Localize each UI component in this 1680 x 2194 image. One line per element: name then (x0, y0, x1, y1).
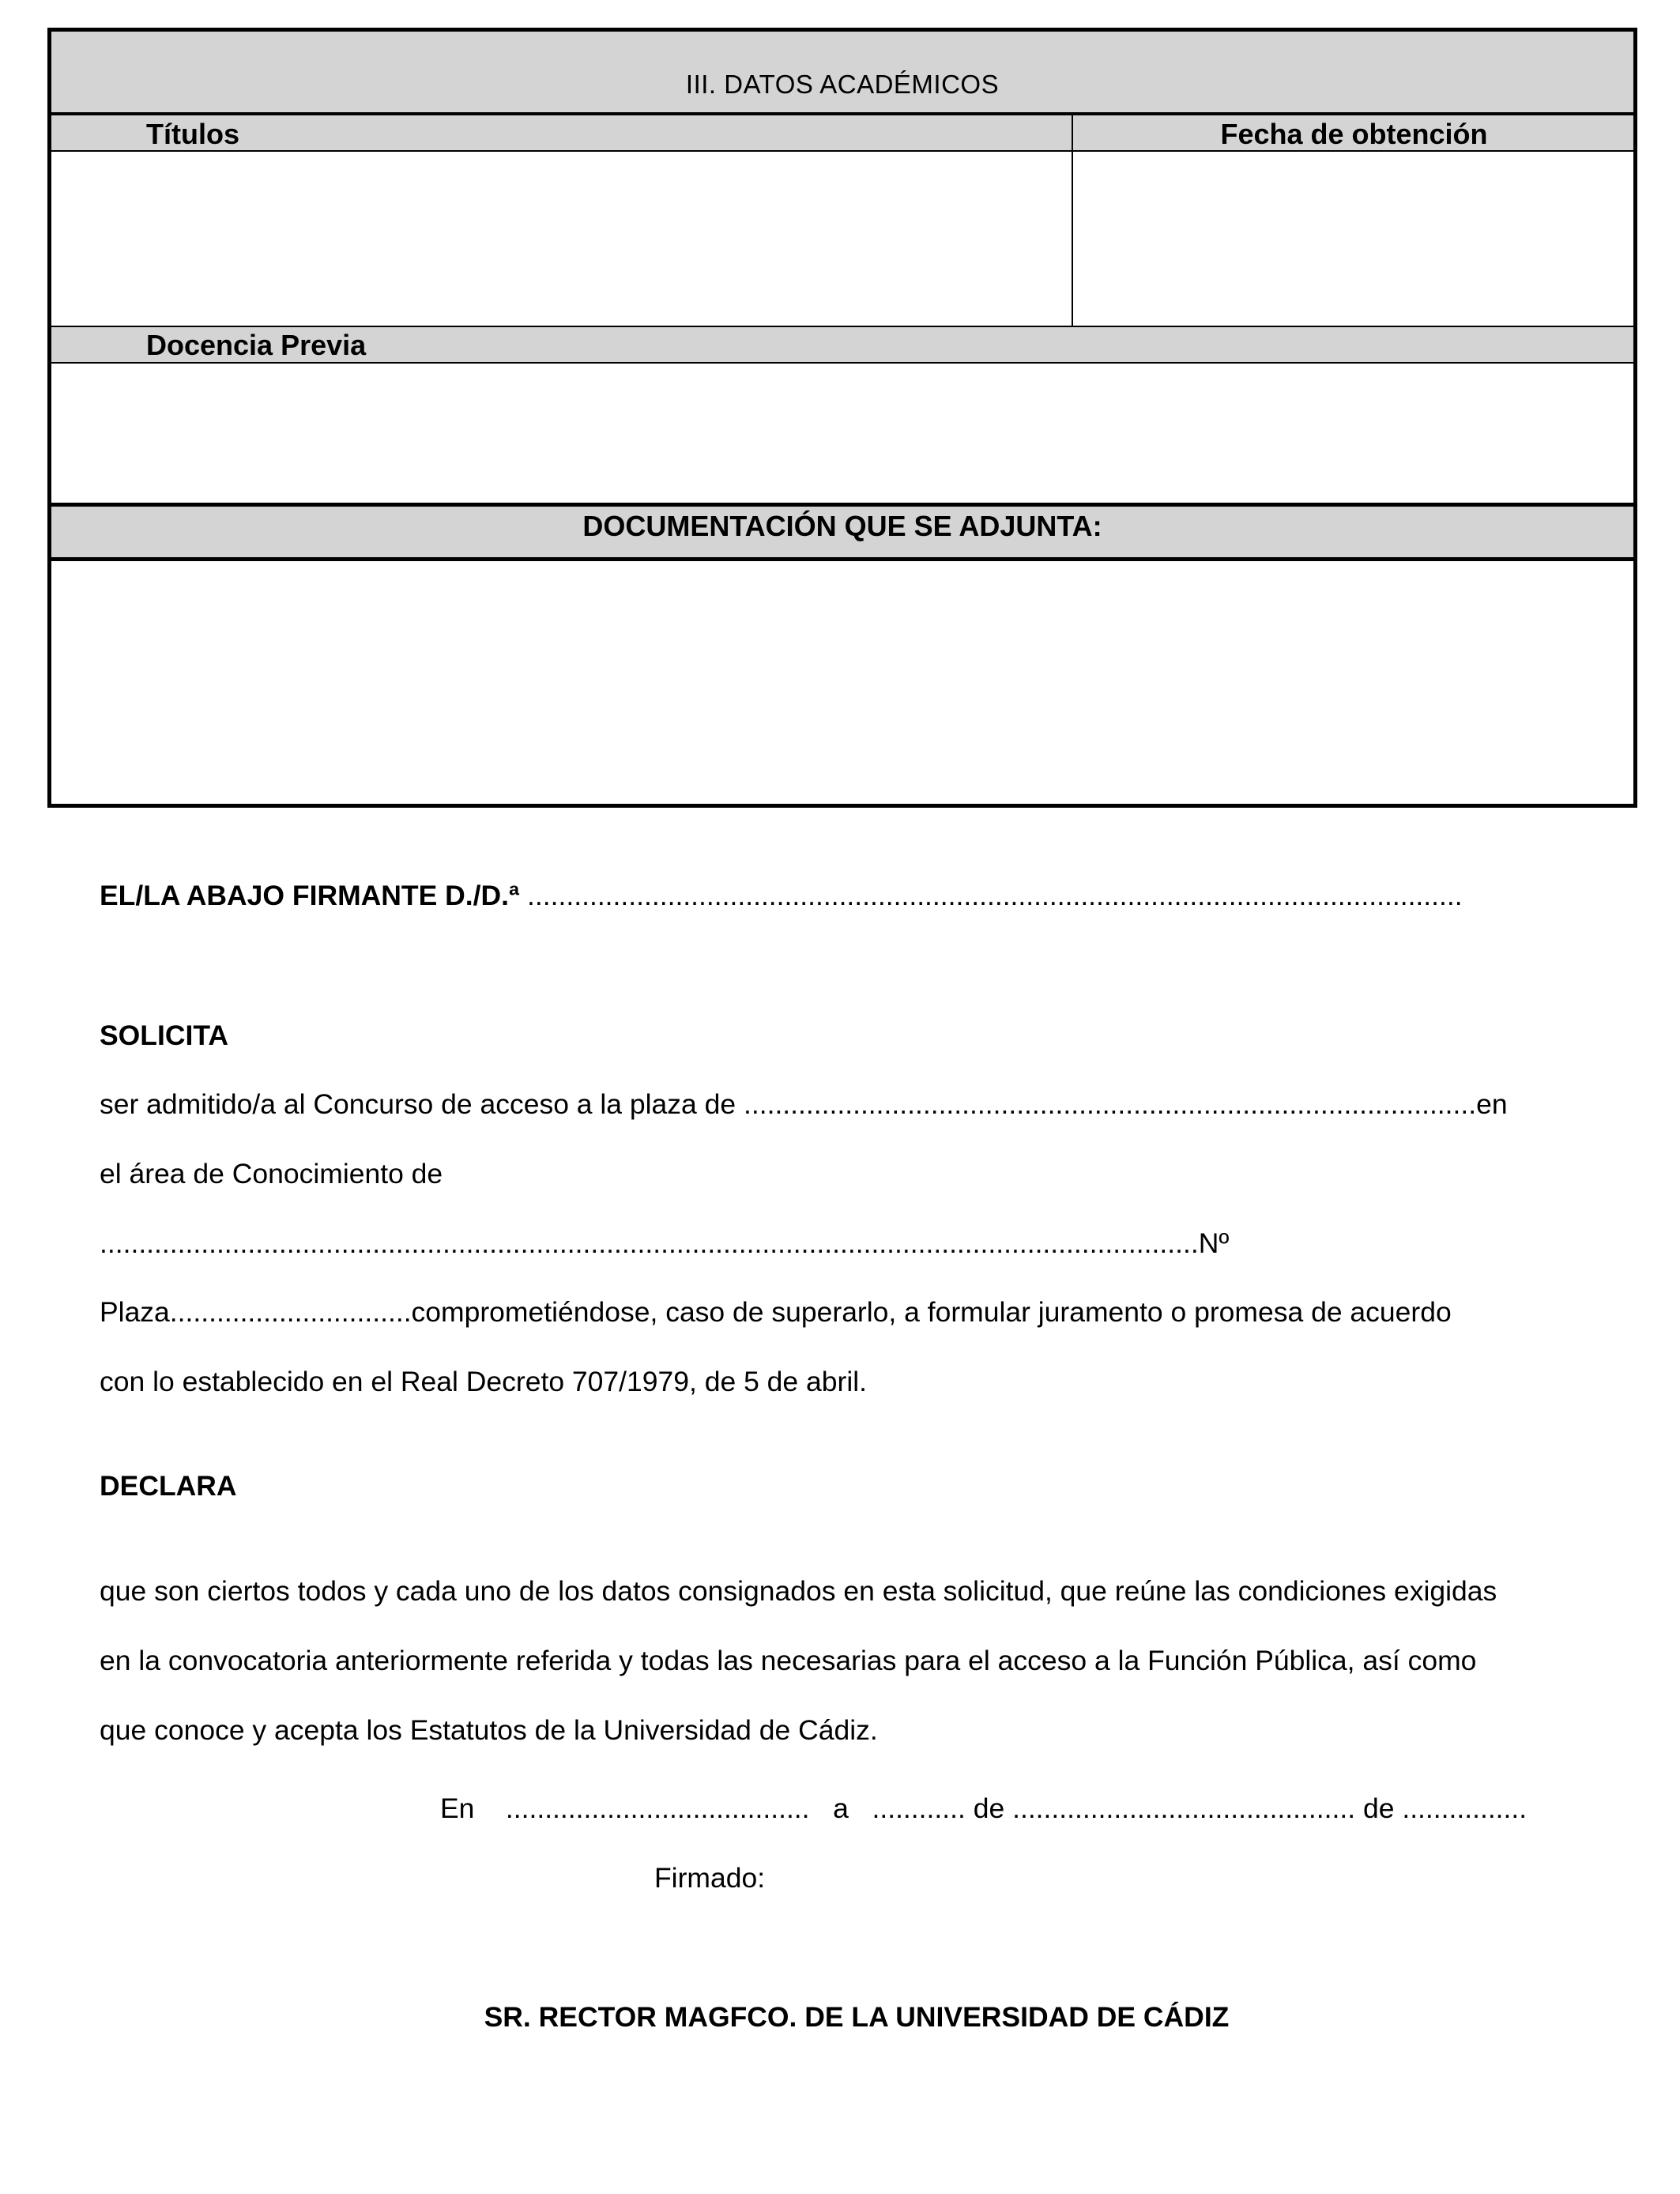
declara-line-3: que conoce y acepta los Estatutos de la Universidad de Cádiz. (100, 1714, 878, 1746)
section-header: III. DATOS ACADÉMICOS (685, 70, 1000, 99)
solicita-line-3: .............................................................................................................................................Nº (100, 1227, 1230, 1259)
solicita-heading: SOLICITA (100, 1020, 229, 1051)
mes-fill[interactable]: ............................................ (1012, 1793, 1356, 1824)
solicita-line-2: el área de Conocimiento de (100, 1158, 443, 1189)
declara-heading: DECLARA (100, 1470, 237, 1502)
documentacion-cell[interactable] (51, 561, 1633, 804)
documentacion-header: DOCUMENTACIÓN QUE SE ADJUNTA: (582, 510, 1102, 542)
solicita-line-1: ser admitido/a al Concurso de acceso a la plaza de ..............................................................................................en (100, 1088, 1508, 1120)
fecha-line (440, 1793, 1527, 1825)
declara-line-2: en la convocatoria anteriormente referida y todas las necesarias para el acceso a la Función Pública, así como (100, 1645, 1477, 1676)
titulos-cell[interactable] (51, 152, 1072, 326)
a-label: a (833, 1793, 849, 1824)
de-label-2: de (1362, 1793, 1395, 1824)
dia-fill[interactable]: ............ (872, 1793, 966, 1824)
lugar-fill[interactable]: ....................................... (505, 1793, 810, 1824)
firmado-label: Firmado: (654, 1862, 766, 1894)
firmante-line (100, 880, 1463, 912)
firmante-label: EL/LA ABAJO FIRMANTE D./D.ª (100, 880, 520, 911)
solicita-line-5: con lo establecido en el Real Decreto 707/1979, de 5 de abril. (100, 1366, 867, 1397)
firmante-fill[interactable]: ........................................................................................................................ (527, 880, 1463, 911)
solicita-line-4: Plaza...............................comprometiéndose, caso de superarlo, a formular juramento o promesa de acuerdo (100, 1296, 1452, 1328)
anio-fill[interactable]: ................ (1402, 1793, 1527, 1824)
de-label-1: de (973, 1793, 1005, 1824)
declara-line-1: que son ciertos todos y cada uno de los datos consignados en esta solicitud, que reúne las condiciones exigidas (100, 1575, 1497, 1607)
column-header-titulos: Títulos (146, 118, 239, 150)
column-header-fecha: Fecha de obtención (1220, 118, 1488, 150)
destinatario: SR. RECTOR MAGFCO. DE LA UNIVERSIDAD DE CÁDIZ (484, 2001, 1230, 2033)
fecha-obtencion-cell[interactable] (1073, 152, 1633, 326)
docencia-previa-label: Docencia Previa (146, 329, 367, 361)
docencia-previa-cell[interactable] (51, 364, 1633, 503)
en-label: En (440, 1793, 475, 1824)
